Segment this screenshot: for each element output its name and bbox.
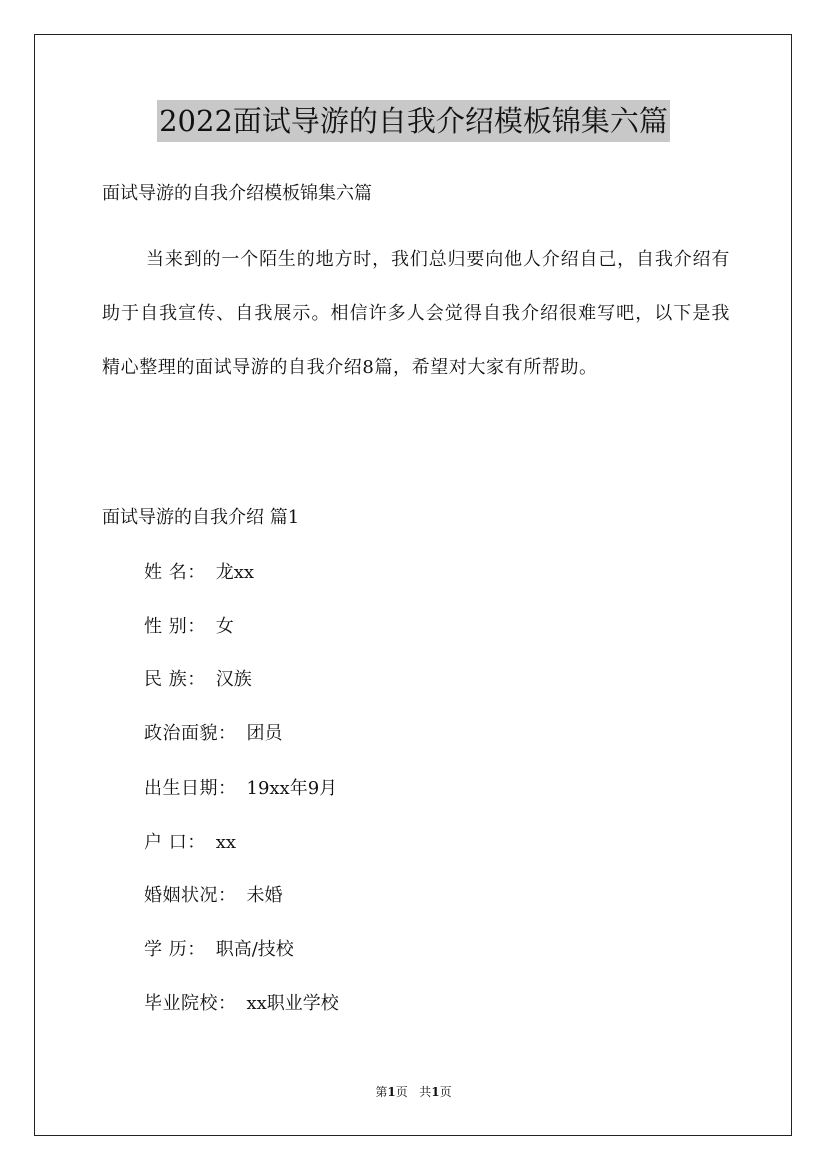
field-label: 婚姻状况：	[144, 885, 237, 906]
title-container	[0, 100, 827, 142]
total-unit: 页	[439, 1085, 452, 1099]
field-row-ethnicity	[144, 668, 252, 692]
field-label: 出生日期：	[144, 778, 237, 799]
page-prefix: 第	[375, 1085, 388, 1099]
field-value: 未婚	[246, 885, 283, 906]
field-value: xx职业学校	[246, 993, 339, 1014]
document-subtitle: 面试导游的自我介绍模板锦集六篇	[102, 183, 372, 204]
total-prefix: 共	[419, 1085, 432, 1099]
field-row-birth-date	[144, 777, 337, 801]
field-label: 学 历：	[144, 939, 206, 960]
section-heading: 面试导游的自我介绍 篇1	[102, 507, 300, 528]
field-label: 政治面貌：	[144, 723, 237, 744]
field-value: 团员	[246, 723, 283, 744]
field-row-gender	[144, 615, 234, 639]
field-row-name	[144, 561, 254, 585]
field-value: 职高/技校	[215, 939, 294, 960]
total-pages: 1	[431, 1085, 440, 1099]
field-label: 户 口：	[144, 832, 206, 853]
field-row-school	[144, 992, 339, 1016]
field-label: 毕业院校：	[144, 993, 237, 1014]
field-value: xx	[215, 832, 237, 853]
page-number: 1	[387, 1085, 396, 1099]
field-label: 姓 名：	[144, 562, 206, 583]
field-value: 19xx年9月	[246, 778, 338, 799]
field-row-marital-status	[144, 884, 283, 908]
field-row-hukou	[144, 831, 236, 855]
field-value: 女	[215, 616, 234, 637]
intro-paragraph: 当来到的一个陌生的地方时，我们总归要向他人介绍自己，自我介绍有助于自我宣传、自我展示。相信许多人会觉得自我介绍很难写吧，以下是我精心整理的面试导游的自我介绍8篇，希望对大家有所帮助。	[102, 249, 730, 378]
field-value: 汉族	[215, 669, 252, 690]
field-label: 性 别：	[144, 616, 206, 637]
field-row-political-status	[144, 722, 283, 746]
page-unit: 页	[395, 1085, 408, 1099]
field-value: 龙xx	[215, 562, 255, 583]
field-row-education	[144, 938, 294, 962]
field-label: 民 族：	[144, 669, 206, 690]
document-title: 2022面试导游的自我介绍模板锦集六篇	[157, 100, 670, 142]
page-footer	[0, 1084, 827, 1100]
